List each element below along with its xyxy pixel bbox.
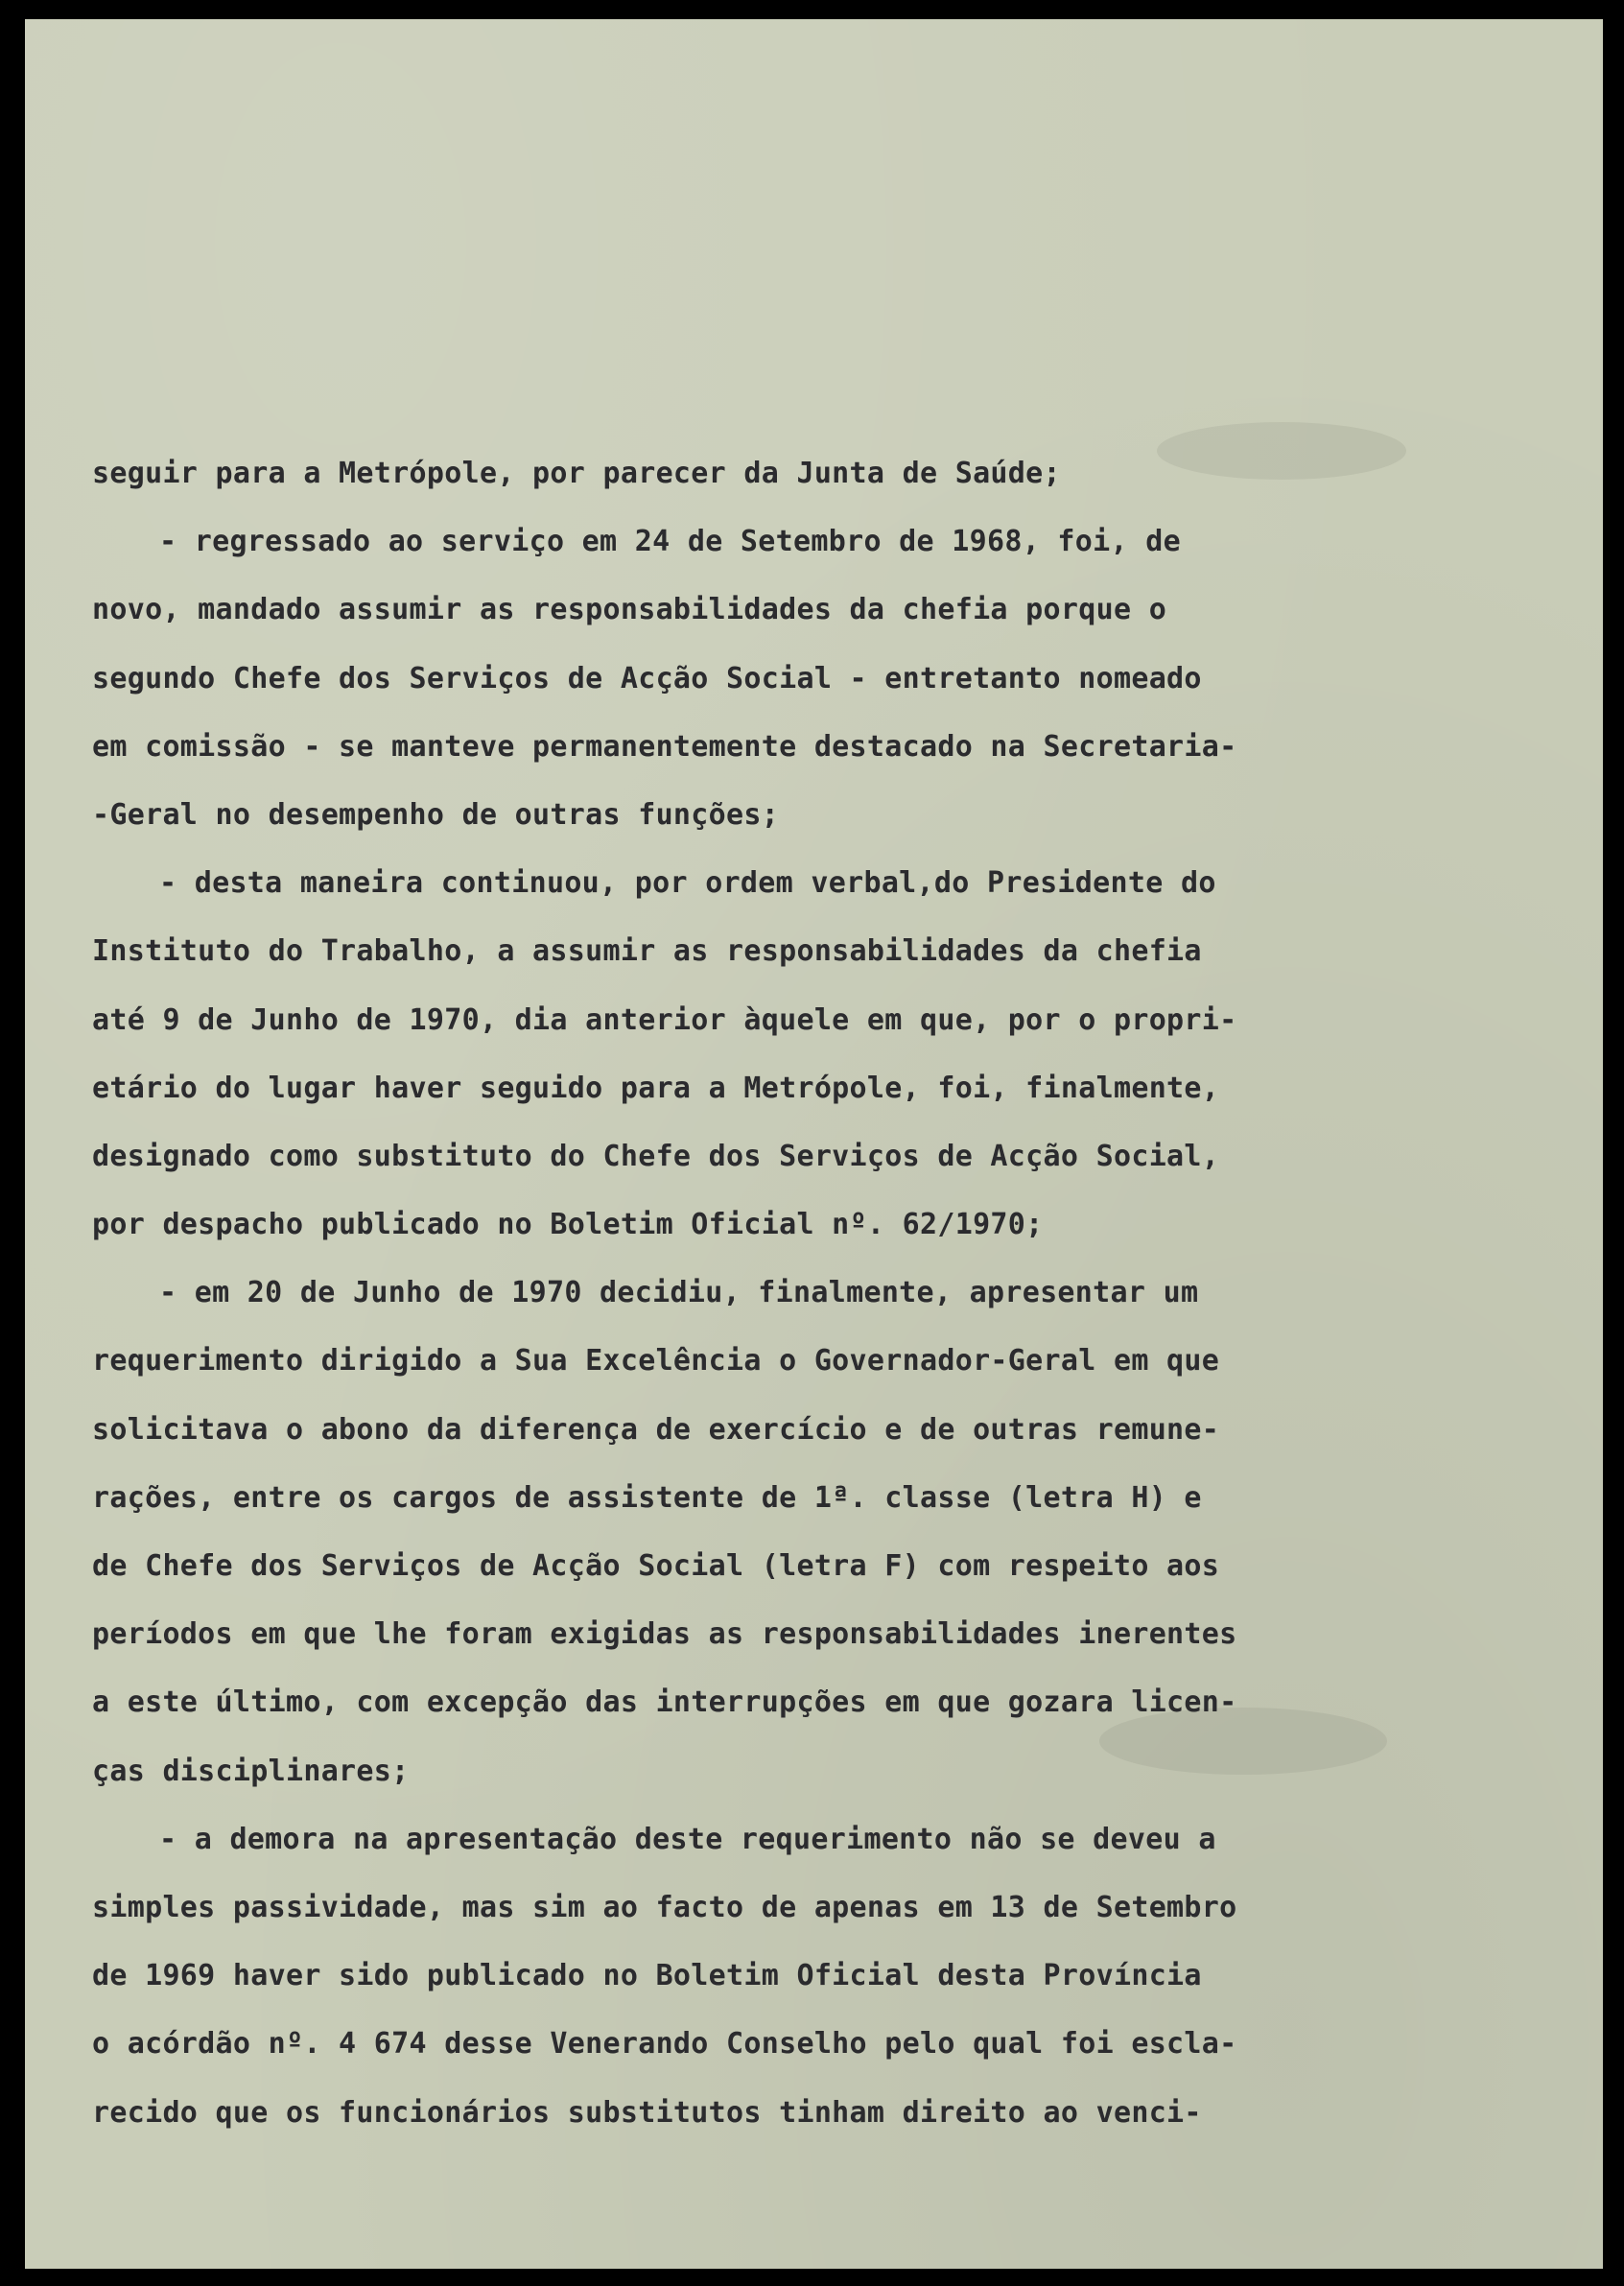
text-line: por despacho publicado no Boletim Oficial nº. 62/1970; [92,1208,1044,1242]
text-line: seguir para a Metrópole, por parecer da Junta de Saúde; [92,457,1061,490]
text-line: - desta maneira continuou, por ordem verbal,do Presidente do [159,866,1216,901]
text-line: novo, mandado assumir as responsabilidades da chefia porque o [92,593,1167,627]
typewritten-page [25,19,1603,2269]
text-line: recido que os funcionários substitutos tinham direito ao venci- [92,2095,1202,2130]
text-line: ças disciplinares; [92,1754,410,1788]
text-line: a este último, com excepção das interrupções em que gozara licen- [92,1685,1237,1720]
text-line: requerimento dirigido a Sua Excelência o Governador-Geral em que [92,1344,1220,1379]
text-line: rações, entre os cargos de assistente de 1ª. classe (letra H) e [92,1480,1202,1515]
text-line: solicitava o abono da diferença de exercício e de outras remune- [92,1412,1220,1447]
text-line: - a demora na apresentação deste requerimento não se deveu a [159,1822,1216,1856]
text-line: simples passividade, mas sim ao facto de apenas em 13 de Setembro [92,1890,1237,1924]
text-line: -Geral no desempenho de outras funções; [92,797,780,832]
text-line: de 1969 haver sido publicado no Boletim Oficial desta Província [92,1959,1202,1993]
text-line: segundo Chefe dos Serviços de Acção Social - entretanto nomeado [92,661,1202,695]
text-line: o acórdão nº. 4 674 desse Venerando Conselho pelo qual foi escla- [92,2027,1237,2062]
text-line: períodos em que lhe foram exigidas as responsabilidades inerentes [92,1617,1237,1652]
text-line: - regressado ao serviço em 24 de Setembro de 1968, foi, de [159,525,1181,559]
text-line: em comissão - se manteve permanentemente destacado na Secretaria- [92,729,1237,764]
body-text [92,439,1435,2147]
text-line: até 9 de Junho de 1970, dia anterior àquele em que, por o propri- [92,1002,1237,1037]
text-line: Instituto do Trabalho, a assumir as responsabilidades da chefia [92,934,1202,969]
text-line: designado como substituto do Chefe dos Serviços de Acção Social, [92,1139,1220,1173]
text-line: de Chefe dos Serviços de Acção Social (letra F) com respeito aos [92,1549,1220,1583]
text-line: etário do lugar haver seguido para a Metrópole, foi, finalmente, [92,1071,1220,1105]
text-line: - em 20 de Junho de 1970 decidiu, finalmente, apresentar um [159,1276,1199,1310]
